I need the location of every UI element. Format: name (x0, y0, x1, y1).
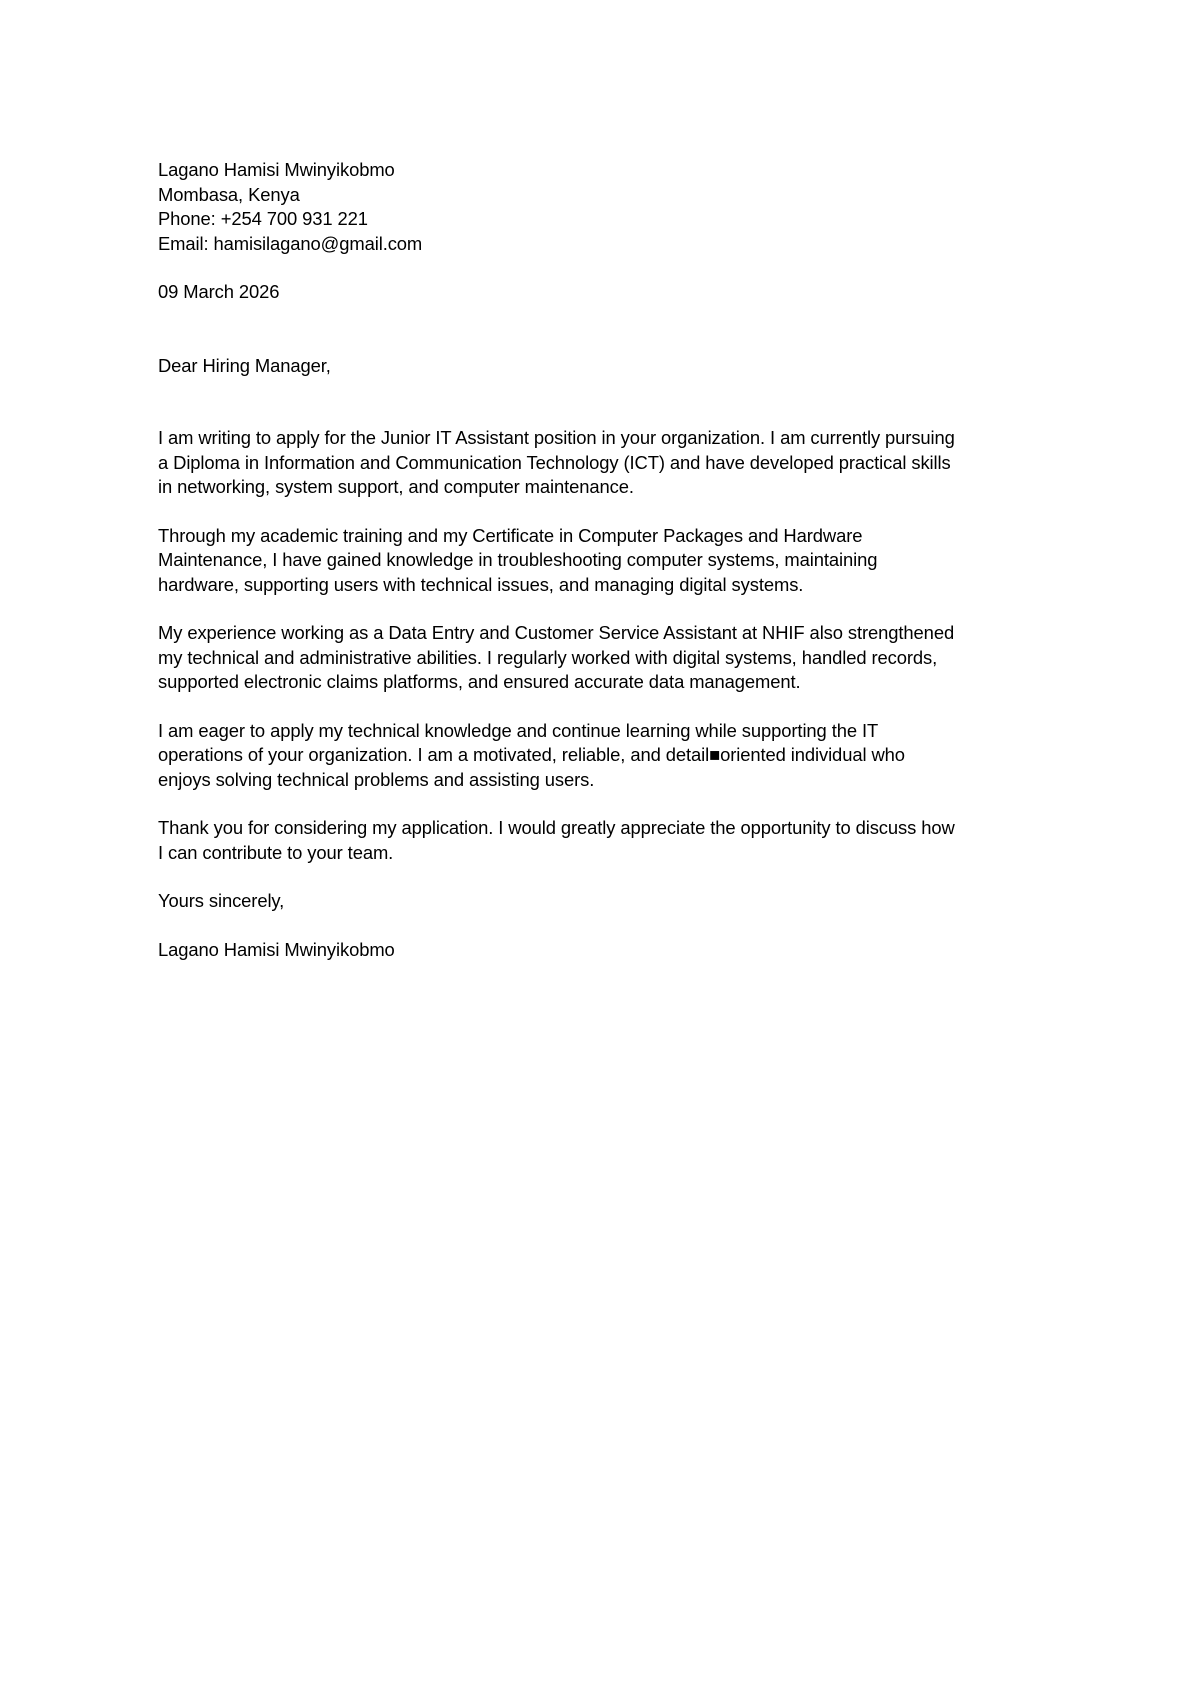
sender-phone: Phone: +254 700 931 221 (158, 208, 368, 229)
salutation-text: Dear Hiring Manager, (158, 354, 331, 376)
closing (158, 889, 1058, 914)
paragraph-line: hardware, supporting users with technical issues, and managing digital systems. (158, 573, 804, 595)
paragraph-line: I am writing to apply for the Junior IT Assistant position in your organization. I am currently pursuing (158, 427, 955, 448)
date-text: 09 March 2026 (158, 281, 280, 302)
paragraph-line: in networking, system support, and computer maintenance. (158, 476, 634, 497)
paragraph-line: enjoys solving technical problems and assisting users. (158, 768, 595, 790)
paragraph-line: I am eager to apply my technical knowledge and continue learning while supporting the IT (158, 719, 879, 741)
sender-email: Email: hamisilagano@gmail.com (158, 232, 423, 254)
paragraph-line: a Diploma in Information and Communication Technology (ICT) and have developed practical skills (158, 451, 951, 473)
sender-name: Lagano Hamisi Mwinyikobmo (158, 159, 395, 180)
paragraph-line: I can contribute to your team. (158, 841, 394, 863)
paragraph-line: Through my academic training and my Certificate in Computer Packages and Hardware (158, 524, 863, 546)
paragraph-line: operations of your organization. I am a motivated, reliable, and detail■oriented individual who (158, 744, 905, 765)
paragraph-training (158, 524, 1058, 598)
paragraph-thanks (158, 816, 1058, 865)
paragraph-line: Maintenance, I have gained knowledge in troubleshooting computer systems, maintaining (158, 549, 878, 570)
sender-location: Mombasa, Kenya (158, 183, 300, 205)
cover-letter (158, 158, 1058, 962)
signature-name: Lagano Hamisi Mwinyikobmo (158, 938, 395, 960)
paragraph-line: my technical and administrative abilities. I regularly worked with digital systems, handled records, (158, 646, 938, 668)
closing-text: Yours sincerely, (158, 890, 285, 911)
paragraph-motivation (158, 719, 1058, 793)
paragraph-experience (158, 621, 1058, 695)
signature (158, 938, 1058, 963)
sender-address-block (158, 158, 1058, 256)
paragraph-line: My experience working as a Data Entry and Customer Service Assistant at NHIF also strengthened (158, 622, 955, 643)
paragraph-introduction (158, 426, 1058, 500)
paragraph-line: supported electronic claims platforms, and ensured accurate data management. (158, 671, 801, 692)
salutation (158, 354, 1058, 379)
letter-date (158, 280, 1058, 305)
paragraph-line: Thank you for considering my application. I would greatly appreciate the opportunity to discuss how (158, 817, 955, 838)
